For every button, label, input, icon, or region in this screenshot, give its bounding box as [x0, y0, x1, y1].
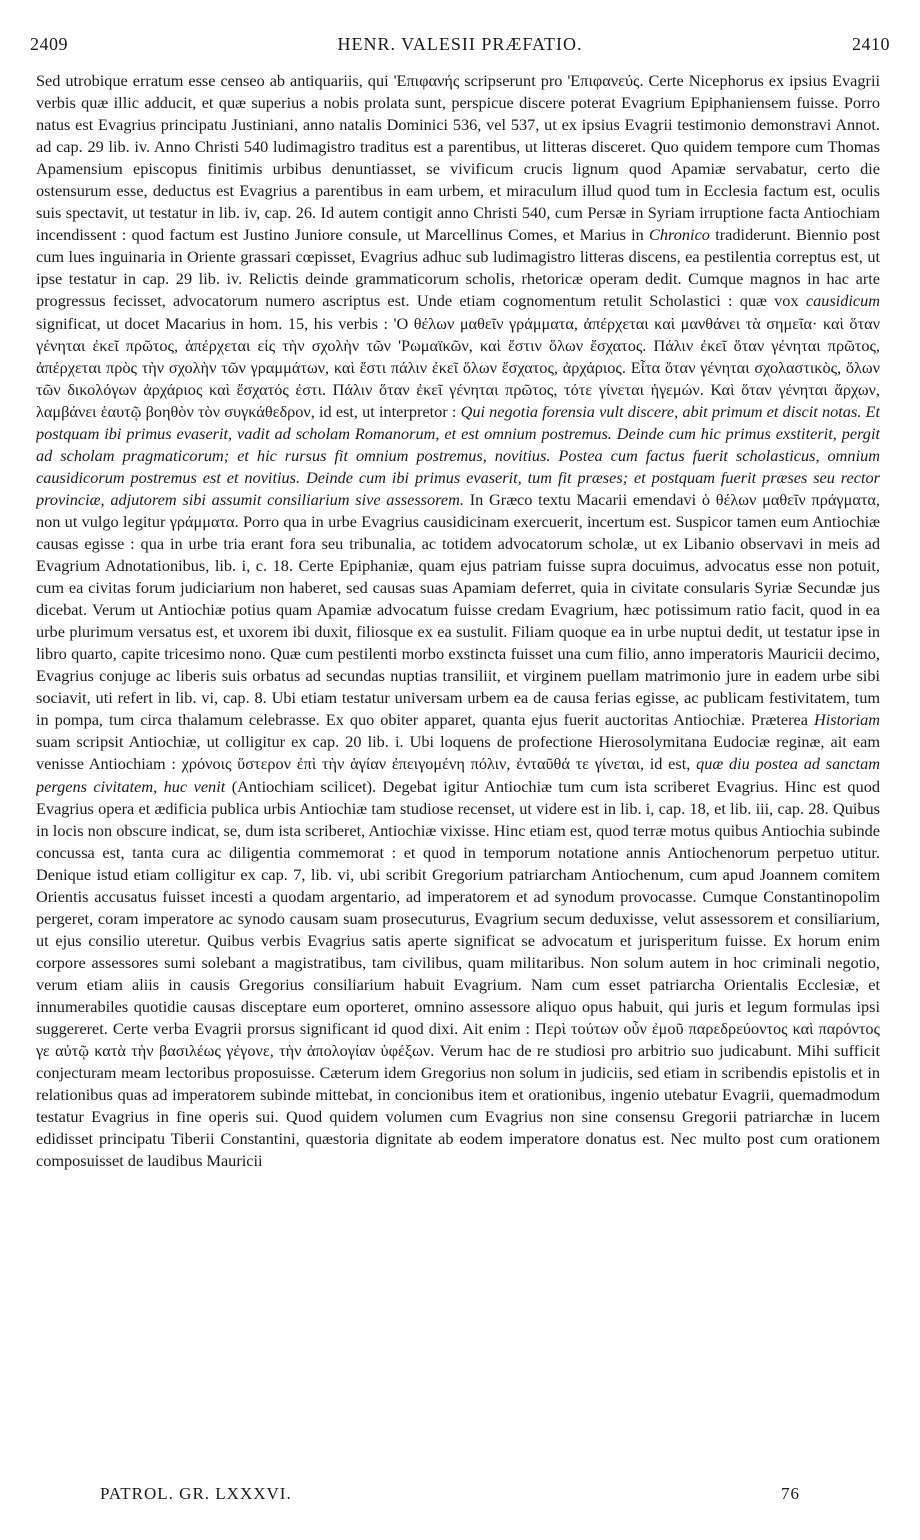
italic-run: Historiam [813, 710, 880, 730]
text-run: significat, ut docet Macarius in hom. 15, his verbis : 'Ο θέλων μαθεῖν γράμματα, ἀπέρχεται καὶ μανθάνει τὰ σημεῖα· καὶ ὅταν γένηται ἐκεῖ πρῶτος, ἀπέρχεται εἰς τὴν σχολὴν τῶν 'Ρωμαϊκῶν, καὶ ἔστιν ὅλων ἔσχατος. Πάλιν ἐκεῖ ὅταν γένηται πρῶτος, ἀπέρχεται πρὸς τὴν σχολὴν τῶν γραμμάτων, καὶ ἔστι πάλιν ἐκεῖ ὅλων ἔσχατος, ἀρχάριος. Εἶτα ὅταν γένηται σχολαστικὸς, ὅλων τῶν δικολόγων ἀρχάριος καὶ ἔσχατός ἐστι. Πάλιν ὅταν ἐκεῖ γένηται πρῶτος, τότε γίνεται ἡγεμών. Καὶ ὅταν γένηται ἄρχων, λαμβάνει ἑαυτῷ βοηθὸν τὸν συγκάθεδρον, id est, ut interpretor : [36, 313, 880, 421]
page-title: HENR. VALESII PRÆFATIO. [337, 34, 583, 54]
italic-run: quæ diu postea ad sanctam pergens civitatem, huc venit [36, 754, 880, 796]
page-footer [100, 1484, 800, 1508]
signature-mark: PATROL. GR. LXXXVI. [100, 1484, 292, 1503]
running-header [30, 34, 890, 58]
text-run: Sed utrobique erratum esse censeo ab antiquariis, qui 'Επιφανής scripserunt pro 'Επιφανεύς. Certe Nicephorus ex ipsius Evagrii verbis quæ illic adducit, et quæ superius a nobis prolata sunt, perspicue discere poterat Evagrium Epiphaniensem fuisse. Porro natus est Evagrius principatu Justiniani, anno natalis Dominici 536, vel 537, ut ex ipsius Evagrii testimonio demonstravi Annot. ad cap. 29 lib. iv. Anno Christi 540 ludimagistro traditus est a parentibus, ut litteras disceret. Quo quidem tempore cum Thomas Apamensium episcopus finitimis urbibus denuntiasset, se vivificum crucis lignum quod Apamiæ servabatur, certo die ostensurum esse, deductus est Evagrius a parentibus in eam urbem, et miraculum illud quod tum in Ecclesia factum est, oculis suis spectavit, ut testatur in lib. iv, cap. 26. Id autem contigit anno Christi 540, cum Persæ in Syriam irruptione facta Antiochiam incendissent : quod factum est Justino Juniore consule, ut Marcellinus Comes, et Marius in [36, 71, 880, 245]
body-paragraph [36, 70, 880, 1460]
text-run: suam scripsit Antiochiæ, ut colligitur ex cap. 20 lib. i. Ubi loquens de profectione Hierosolymitana Eudociæ reginæ, ait eam venisse Antiochiam : χρόνοις ὕστερον ἐπὶ τὴν ἁγίαν ἐπειγομένη πόλιν, ἐνταῦθά τε γίνεται, id est, [36, 732, 880, 774]
text-run: In Græco textu Macarii emendavi ὁ θέλων μαθεῖν πράγματα, non ut vulgo legitur γράμματα. Porro qua in urbe Evagrius causidicinam exercuerit, incertum est. Suspicor tamen eum Antiochiæ causas egisse : qua in urbe tria erant fora seu tribunalia, ac totidem advocatorum scholæ, ut ex Libanio observavi in meis ad Evagrium Adnotationibus, lib. i, c. 18. Certe Epiphaniæ, quam ejus patriam fuisse supra docuimus, advocatus esse non potuit, cum ea civitas forum judiciarium non haberet, sed causas suas Apamiam deferret, quia in civitate consularis Syriæ Secundæ jus dicebat. Verum ut Antiochiæ potius quam Apamiæ advocatum fuisse credam Evagrium, hæc potissimum ratio facit, quod in ea urbe plurimum versatus est, et uxorem ibi duxit, filiosque ex ea sustulit. Filiam quoque ea in urbe nuptui dedit, ut testatur ipse in libro quarto, capite tricesimo nono. Quæ cum pestilenti morbo exstincta fuisset una cum filio, anno imperatoris Mauricii decimo, Evagrius conjuge ac liberis suis orbatus ad secundas nuptias transiliit, et virginem puellam matrimonio jure in eadem urbe sibi sociavit, uti refert in lib. vi, cap. 8. Ubi etiam testatur universam urbem ea de causa ferias egisse, ac publicam festivitatem, tum in pompa, tum circa thalamum celebrasse. Ex quo obiter apparet, quanta ejus fuerit auctoritas Antiochiæ. Præterea [36, 489, 880, 730]
column-number-left: 2409 [30, 34, 68, 54]
text-run: tradiderunt. Biennio post cum lues inguinaria in Oriente grassari cœpisset, Evagrius adhuc sub ludimagistro litteras discens, ea pestilentia correptus est, ut ipse testatur in cap. 29 lib. iv. Relictis deinde grammaticorum scholis, rhetoricæ operam dedit. Cumque magnos in hac arte progressus fecisset, advocatorum numero ascriptus est. Unde etiam cognomentum retulit Scholastici : quæ vox [36, 225, 880, 311]
italic-run: Chronico [649, 225, 710, 245]
sheet-number: 76 [781, 1484, 800, 1503]
italic-run: Qui negotia forensia vult discere, abit primum et discit notas. Et postquam ibi primus evaserit, vadit ad scholam Romanorum, et est omnium postremus. Deinde cum hic primus exstiterit, pergit ad scholam pragmaticorum; et hic rursus fit omnium postremus, novitius. Postea cum factus fuerit scholasticus, omnium causidicorum postremus est et novitius. Deinde cum ibi primus evaserit, tum fit præses; et postquam fuerit præses seu rector provinciæ, adjutorem sibi assumit consiliarium sive assessorem. [36, 401, 880, 509]
column-number-right: 2410 [852, 34, 890, 54]
italic-run: causidicum [805, 291, 880, 311]
text-run: (Antiochiam scilicet). Degebat igitur Antiochiæ tum cum ista scriberet Evagrius. Hinc est quod Evagrius opera et ædificia publica urbis Antiochiæ tam studiose recenset, ut videre est in lib. i, cap. 18, et lib. iii, cap. 28. Quibus in locis non obscure indicat, se, dum ista scriberet, Antiochiæ vixisse. Hinc etiam est, quod terræ motus quibus Antiochia subinde concussa est, tanta cura ac diligentia commemorat : et quod in temporum notatione annis Antiochenorum perpetuo utitur. Denique istud etiam colligitur ex cap. 7, lib. vi, ubi scribit Gregorium patriarcham Antiochenum, cum apud Joannem comitem Orientis accusatus fuisset incesti a quodam argentario, ad imperatorem et ad synodum provocasse. Cumque Constantinopolim pergeret, coram imperatore ac synodo causam suam prosecuturus, Evagrium secum deduxisse, velut assessorem et consiliarium, ut ejus consilio uteretur. Quibus verbis Evagrius satis aperte significat se advocatum et jurisperitum fuisse. Ex horum enim corpore assessores sumi solebant a magistratibus, tam civilibus, quam militaribus. Non solum autem in hoc criminali negotio, verum etiam aliis in causis Gregorius consiliarium habuit Evagrium. Nam cum esset patriarcha Orientalis Ecclesiæ, et innumerabiles quotidie causas disceptare eum oporteret, omnino assessore aliquo opus habuit, qui juris et legum formulas ipsi suggereret. Certe verba Evagrii prorsus significant id quod dixi. Ait enim : Περὶ τούτων οὖν ἐμοῦ παρεδρεύοντος καὶ παρόντος γε αὐτῷ κατὰ τὴν βασιλέως γέγονε, τὴν ἀπολογίαν ὑφέξων. Verum hac de re studiosi pro arbitrio suo judicabunt. Mihi sufficit conjecturam meam lectoribus proposuisse. Cæterum idem Gregorius non solum in judiciis, sed etiam in scribendis epistolis et in relationibus quas ad imperatorem subinde mittebat, in concionibus item et orationibus, ingenio utebatur Evagrii, quemadmodum testatur Evagrius in fine operis sui. Quod quidem volumen cum Evagrius non sine consensu Gregorii patriarchæ in lucem edidisset principatu Tiberii Constantini, quæstoria dignitate ab eodem imperatore donatus est. Nec multo post cum orationem composuisset de laudibus Mauricii [36, 776, 880, 1171]
